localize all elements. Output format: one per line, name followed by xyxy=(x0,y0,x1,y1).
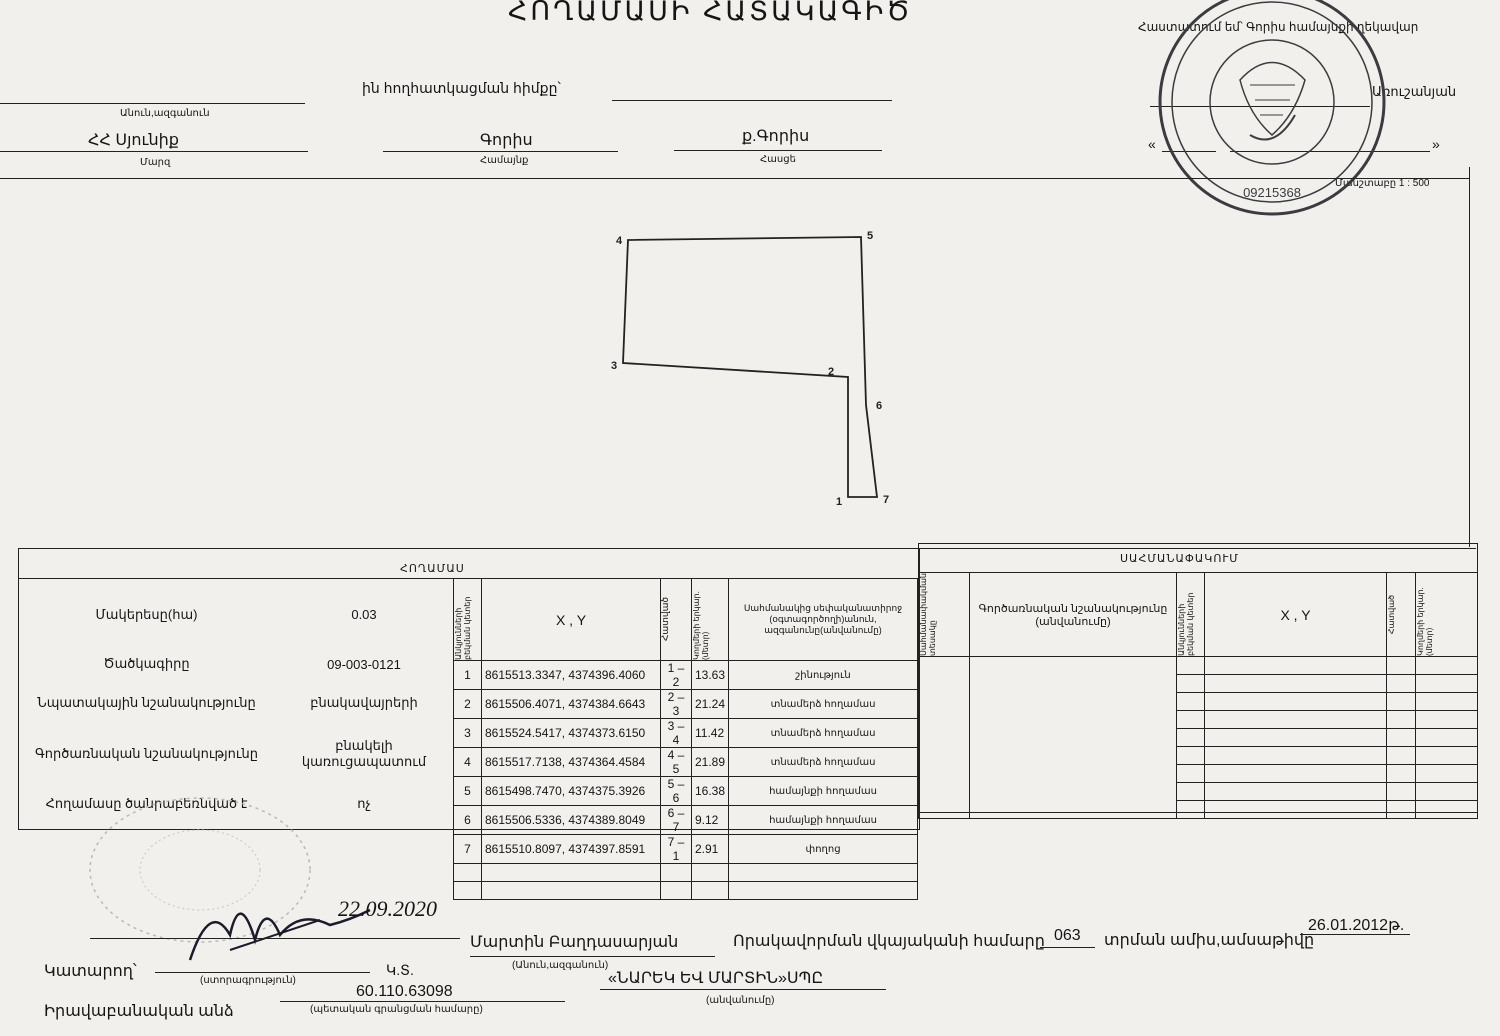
registry-caption: (պետական գրանցման համարը) xyxy=(310,1004,483,1015)
registry-number: 60.110.63098 xyxy=(356,983,453,1000)
surveyor-label: Կատարող՝ xyxy=(44,963,137,980)
col-segment: Հատված xyxy=(660,597,670,642)
land-section-title: ՀՈՂԱՄԱՍ xyxy=(400,563,465,575)
name-caption: (Անուն,ազգանուն) xyxy=(512,960,609,971)
address-value: ք.Գորիս xyxy=(742,128,810,145)
col-restriction-purpose: Գործառնական նշանակությունը (անվանումը) xyxy=(970,573,1177,657)
coord-point: 1 xyxy=(454,661,482,690)
coord-point: 6 xyxy=(454,806,482,835)
coord-xy: 8615510.8097, 4374397.8591 xyxy=(482,835,661,864)
col-restriction-segment: Հատված xyxy=(1387,594,1396,635)
col-neighbors: Սահմանակից սեփականատիրոջ (օգտագործողի)անուն, ազգանունը(անվանումը) xyxy=(729,579,918,661)
approval-text: Հաստատում եմ՝ Գորիս համայնքի ղեկավար xyxy=(1138,20,1419,34)
col-restriction-point: Անկյունների բեկման կետեր xyxy=(1177,592,1195,657)
company-name: «ՆԱՐԵԿ ԵՎ ՄԱՐՏԻՆ»ՍՊԸ xyxy=(608,970,824,987)
coord-segment: 1 – 2 xyxy=(661,661,692,690)
coord-segment: 2 – 3 xyxy=(661,690,692,719)
coord-length: 21.89 xyxy=(692,748,729,777)
region-label: Մարզ xyxy=(140,157,171,168)
coord-point: 7 xyxy=(454,835,482,864)
coord-xy: 8615506.4071, 4374384.6643 xyxy=(482,690,661,719)
stamp-mark: Կ.Տ. xyxy=(386,962,414,978)
basis-label: ին հողհատկացման հիմքը՝ xyxy=(362,80,561,96)
name-label: Անուն,ազգանուն xyxy=(120,108,210,119)
coord-xy: 8615506.5336, 4374389.8049 xyxy=(482,806,661,835)
col-xy: X , Y xyxy=(482,579,661,661)
license-label: Որակավորման վկայականի համարը xyxy=(733,933,1045,950)
stamp-number: 09215368 xyxy=(1243,185,1301,200)
approval-quote-left: « xyxy=(1148,136,1156,152)
restriction-section-title: ՍԱՀՄԱՆԱՓԱԿՈՒՄ xyxy=(1120,553,1239,565)
property-value: ոչ xyxy=(357,796,371,811)
property-label: Նպատակային նշանակությունը xyxy=(37,695,256,710)
coord-length: 16.38 xyxy=(692,777,729,806)
property-label: Ծածկագիրը xyxy=(103,656,190,671)
signature-date: 22.09.2020 xyxy=(338,896,437,921)
coord-xy: 8615524.5417, 4374373.6150 xyxy=(482,719,661,748)
issued-label: տրման ամիս,ամսաթիվը xyxy=(1104,932,1315,949)
vertex-label-1: 1 xyxy=(836,496,843,508)
property-value: 0.03 xyxy=(351,607,377,622)
community-label: Համայնք xyxy=(480,155,529,166)
approval-name: Առուշանյան xyxy=(1372,84,1457,99)
property-value: բնակելի կառուցապատում xyxy=(301,738,427,769)
coord-segment: 4 – 5 xyxy=(661,748,692,777)
coord-length: 2.91 xyxy=(692,835,729,864)
coord-neighbor: համայնքի հողամաս xyxy=(729,806,918,835)
coord-neighbor: շինություն xyxy=(729,661,918,690)
coord-length: 21.24 xyxy=(692,690,729,719)
legal-entity-label: Իրավաբանական անձ xyxy=(44,1003,234,1020)
coord-neighbor: տնամերձ հողամաս xyxy=(729,719,918,748)
signature-icon xyxy=(170,880,380,970)
property-label: Հողամասը ծանրաբեռնված է xyxy=(45,796,248,811)
coord-xy: 8615517.7138, 4374364.4584 xyxy=(482,748,661,777)
vertex-label-2: 2 xyxy=(828,366,835,378)
coord-segment: 6 – 7 xyxy=(661,806,692,835)
col-restriction-length: Կողմերի երկար. (մետր) xyxy=(1416,587,1434,657)
property-label: Մակերեսը(հա) xyxy=(95,606,198,622)
license-number: 063 xyxy=(1054,927,1081,944)
coord-segment: 7 – 1 xyxy=(661,835,692,864)
coord-length: 9.12 xyxy=(692,806,729,835)
property-label: Գործառնական նշանակությունը xyxy=(34,746,259,761)
plot-boundary xyxy=(623,237,877,497)
coord-neighbor: տնամերձ հողամաս xyxy=(729,690,918,719)
restriction-table xyxy=(918,572,1478,819)
coord-neighbor: փողոց xyxy=(729,835,918,864)
vertex-label-7: 7 xyxy=(883,494,890,506)
coord-neighbor: տնամերձ հողամաս xyxy=(729,748,918,777)
scale-label: Մասշտաբը 1 : 500 xyxy=(1335,178,1430,189)
coord-point: 4 xyxy=(454,748,482,777)
coord-xy: 8615498.7470, 4374375.3926 xyxy=(482,777,661,806)
company-caption: (անվանումը) xyxy=(706,995,775,1006)
signature-caption: (ստորագրություն) xyxy=(200,975,296,986)
vertex-label-4: 4 xyxy=(616,235,623,247)
coord-point: 5 xyxy=(454,777,482,806)
vertex-label-3: 3 xyxy=(611,360,618,372)
community-value: Գորիս xyxy=(480,132,533,149)
coord-xy: 8615513.3347, 4374396.4060 xyxy=(482,661,661,690)
coord-neighbor: համայնքի հողամաս xyxy=(729,777,918,806)
approval-quote-right: » xyxy=(1432,136,1440,152)
vertex-label-6: 6 xyxy=(876,400,883,412)
col-point-no: Անկյունների բեկման կետեր xyxy=(454,596,472,660)
coord-segment: 5 – 6 xyxy=(661,777,692,806)
property-value: բնակավայրերի xyxy=(310,695,418,710)
coord-point: 3 xyxy=(454,719,482,748)
surveyor-name: Մարտին Բաղդասարյան xyxy=(470,934,679,951)
coord-length: 11.42 xyxy=(692,719,729,748)
col-restriction-xy: X , Y xyxy=(1205,573,1387,657)
coord-point: 2 xyxy=(454,690,482,719)
coordinates-table xyxy=(453,578,918,900)
address-label: Հասցե xyxy=(760,154,796,165)
coord-length: 13.63 xyxy=(692,661,729,690)
property-value: 09-003-0121 xyxy=(327,656,401,672)
coord-segment: 3 – 4 xyxy=(661,719,692,748)
region-value: ՀՀ Սյունիք xyxy=(88,132,179,149)
issued-date: 26.01.2012թ. xyxy=(1308,917,1405,934)
col-length: Կողմերի երկար. (մետր) xyxy=(692,591,710,660)
document-title: ՀՈՂԱՄԱՍԻ ՀԱՏԱԿԱԳԻԾ xyxy=(508,0,913,26)
vertex-label-5: 5 xyxy=(867,230,874,242)
col-restriction-type: Սահմանափակման տեսակը xyxy=(919,573,937,657)
